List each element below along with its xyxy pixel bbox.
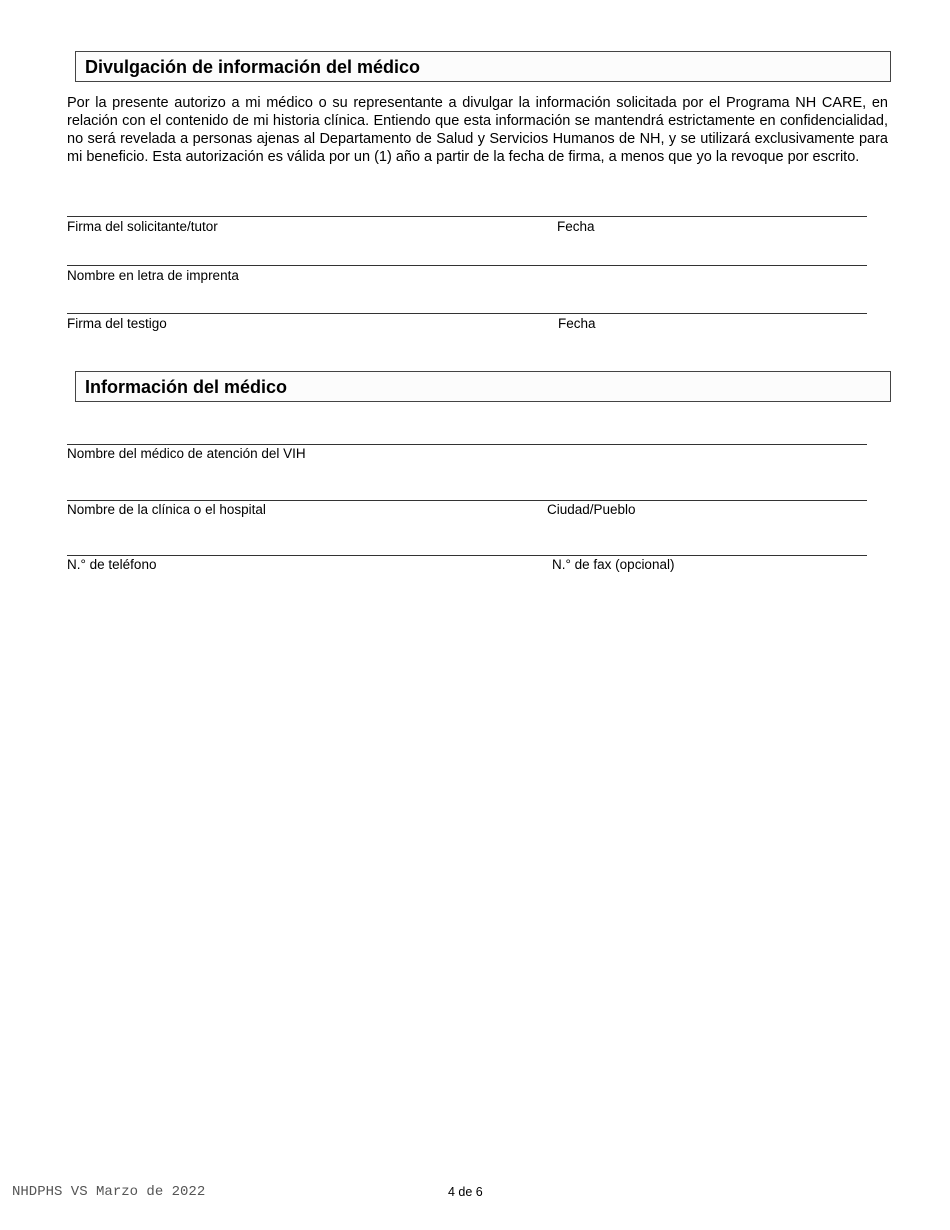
applicant-signature-label: Firma del solicitante/tutor (67, 219, 218, 234)
applicant-signature-line[interactable] (67, 216, 867, 217)
hiv-physician-name-line[interactable] (67, 444, 867, 445)
phone-fax-line[interactable] (67, 555, 867, 556)
disclosure-section-header (75, 51, 891, 82)
physician-heading: Información del médico (85, 377, 288, 397)
witness-date-label: Fecha (558, 316, 596, 331)
phone-label: N.° de teléfono (67, 557, 157, 572)
fax-label: N.° de fax (opcional) (552, 557, 675, 572)
witness-signature-line[interactable] (67, 313, 867, 314)
city-town-label: Ciudad/Pueblo (547, 502, 636, 517)
page-number: 4 de 6 (448, 1185, 483, 1199)
clinic-name-label: Nombre de la clínica o el hospital (67, 502, 266, 517)
clinic-city-line[interactable] (67, 500, 867, 501)
physician-section-header (75, 371, 891, 402)
printed-name-line[interactable] (67, 265, 867, 266)
hiv-physician-name-label: Nombre del médico de atención del VIH (67, 446, 306, 461)
printed-name-label: Nombre en letra de imprenta (67, 268, 239, 283)
applicant-date-label: Fecha (557, 219, 595, 234)
form-id-footer: NHDPHS VS Marzo de 2022 (12, 1184, 206, 1200)
disclosure-heading: Divulgación de información del médico (85, 57, 421, 77)
witness-signature-label: Firma del testigo (67, 316, 167, 331)
authorization-paragraph: Por la presente autorizo a mi médico o su representante a divulgar la información solicitada por el Programa NH CARE, en relación con el contenido de mi historia clínica. Entiendo que esta información se mantendrá estrictamente en confidencialidad, no será revelada a personas ajenas al Departamento de Salud y Servicios Humanos de NH, y se utilizará exclusivamente para mi beneficio. Esta autorización es válida por un (1) año a partir de la fecha de firma, a menos que yo la revoque por escrito. (67, 95, 888, 165)
